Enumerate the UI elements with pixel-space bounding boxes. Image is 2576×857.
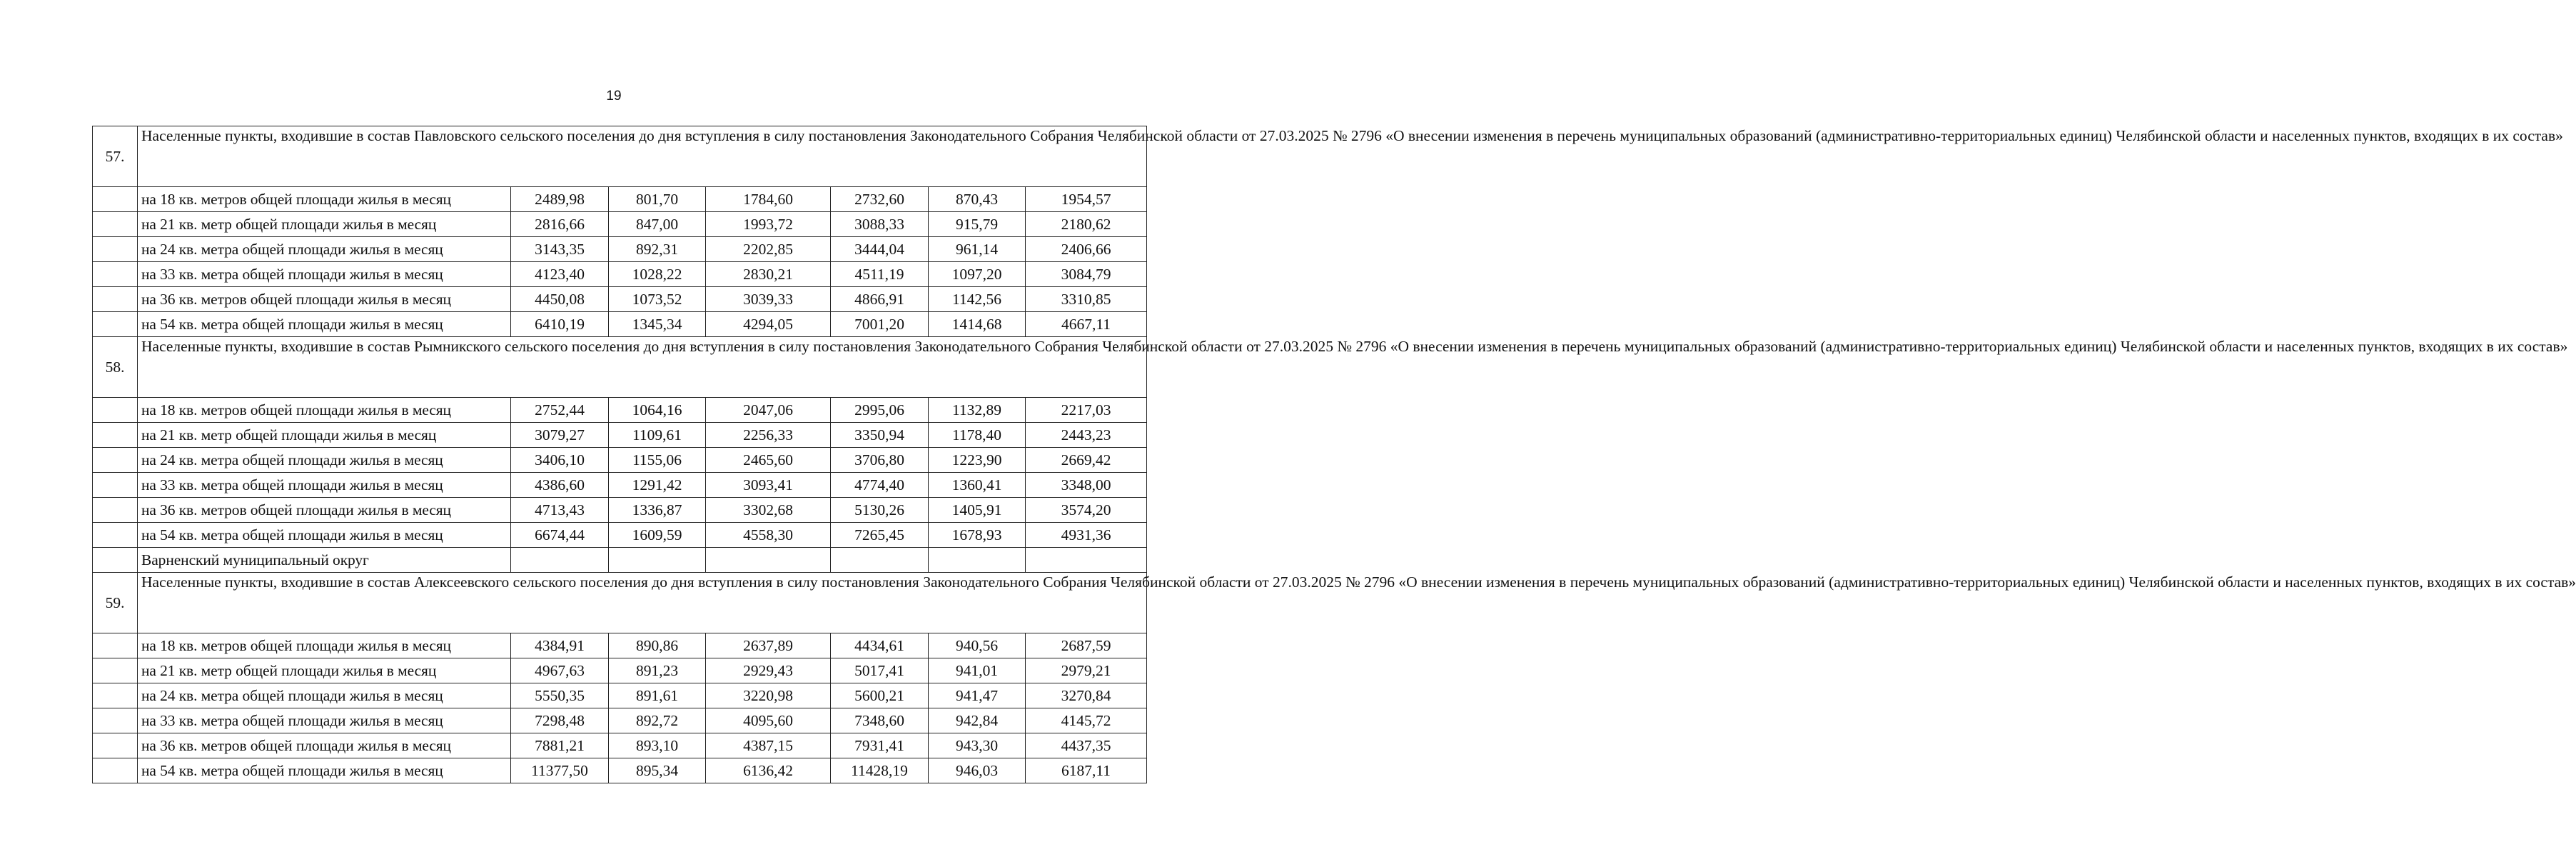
empty-cell	[609, 548, 706, 573]
table-row	[93, 523, 1147, 548]
value-cell: 1360,41	[929, 473, 1026, 498]
empty-cell	[93, 448, 138, 473]
value-cell: 3350,94	[831, 423, 929, 448]
value-cell: 2047,06	[706, 398, 831, 423]
value-cell: 3444,04	[831, 237, 929, 262]
value-cell: 7265,45	[831, 523, 929, 548]
value-cell: 1155,06	[609, 448, 706, 473]
value-cell: 1064,16	[609, 398, 706, 423]
value-cell: 1336,87	[609, 498, 706, 523]
value-cell: 4450,08	[511, 287, 609, 312]
value-cell: 915,79	[929, 212, 1026, 237]
value-cell: 4967,63	[511, 658, 609, 683]
value-cell: 1291,42	[609, 473, 706, 498]
value-cell: 2995,06	[831, 398, 929, 423]
table-row	[93, 212, 1147, 237]
value-cell: 892,72	[609, 708, 706, 733]
table-row	[93, 423, 1147, 448]
section-header-row	[93, 126, 1147, 187]
section-description: Населенные пункты, входившие в состав Алексеевского сельского поселения до дня вступления в силу постановления Законодательного Собрания Челябинской области от 27.03.2025 № 2796 «О внесении изменения в перечень муниципальных образований (административно-территориальных единиц) Челябинской области и населенных пунктов, входящих в их состав»	[138, 573, 1147, 633]
row-label: на 24 кв. метра общей площади жилья в месяц	[138, 448, 511, 473]
empty-cell	[706, 548, 831, 573]
value-cell: 2406,66	[1026, 237, 1147, 262]
table-row	[93, 187, 1147, 212]
table-row	[93, 287, 1147, 312]
row-label: на 54 кв. метра общей площади жилья в месяц	[138, 758, 511, 783]
value-cell: 1097,20	[929, 262, 1026, 287]
value-cell: 7348,60	[831, 708, 929, 733]
value-cell: 3093,41	[706, 473, 831, 498]
value-cell: 942,84	[929, 708, 1026, 733]
value-cell: 946,03	[929, 758, 1026, 783]
value-cell: 3310,85	[1026, 287, 1147, 312]
section-number: 57.	[93, 126, 138, 187]
value-cell: 801,70	[609, 187, 706, 212]
value-cell: 3079,27	[511, 423, 609, 448]
table-row	[93, 473, 1147, 498]
value-cell: 4713,43	[511, 498, 609, 523]
empty-cell	[511, 548, 609, 573]
empty-cell	[93, 733, 138, 758]
value-cell: 1142,56	[929, 287, 1026, 312]
value-cell: 3348,00	[1026, 473, 1147, 498]
value-cell: 1109,61	[609, 423, 706, 448]
value-cell: 4667,11	[1026, 312, 1147, 337]
empty-cell	[93, 758, 138, 783]
value-cell: 2687,59	[1026, 633, 1147, 658]
row-label: на 33 кв. метра общей площади жилья в месяц	[138, 708, 511, 733]
empty-cell	[93, 312, 138, 337]
row-label: на 24 кв. метра общей площади жилья в месяц	[138, 683, 511, 708]
value-cell: 3574,20	[1026, 498, 1147, 523]
empty-cell	[93, 423, 138, 448]
table-row	[93, 733, 1147, 758]
value-cell: 3706,80	[831, 448, 929, 473]
value-cell: 4123,40	[511, 262, 609, 287]
value-cell: 2202,85	[706, 237, 831, 262]
empty-cell	[93, 262, 138, 287]
row-label: на 33 кв. метра общей площади жилья в месяц	[138, 262, 511, 287]
section-header-row	[93, 337, 1147, 398]
value-cell: 11377,50	[511, 758, 609, 783]
empty-cell	[93, 187, 138, 212]
value-cell: 7881,21	[511, 733, 609, 758]
row-label: на 33 кв. метра общей площади жилья в месяц	[138, 473, 511, 498]
row-label: на 36 кв. метров общей площади жилья в месяц	[138, 733, 511, 758]
value-cell: 2669,42	[1026, 448, 1147, 473]
value-cell: 941,47	[929, 683, 1026, 708]
table-row	[93, 262, 1147, 287]
district-heading-row	[93, 548, 1147, 573]
row-label: на 24 кв. метра общей площади жилья в месяц	[138, 237, 511, 262]
row-label: на 54 кв. метра общей площади жилья в месяц	[138, 312, 511, 337]
value-cell: 891,23	[609, 658, 706, 683]
row-label: на 18 кв. метров общей площади жилья в месяц	[138, 633, 511, 658]
value-cell: 940,56	[929, 633, 1026, 658]
row-label: на 18 кв. метров общей площади жилья в месяц	[138, 398, 511, 423]
empty-cell	[93, 398, 138, 423]
value-cell: 2465,60	[706, 448, 831, 473]
value-cell: 1132,89	[929, 398, 1026, 423]
empty-cell	[93, 523, 138, 548]
value-cell: 890,86	[609, 633, 706, 658]
value-cell: 2180,62	[1026, 212, 1147, 237]
empty-cell	[93, 548, 138, 573]
empty-cell	[1026, 548, 1147, 573]
value-cell: 4384,91	[511, 633, 609, 658]
table-row	[93, 708, 1147, 733]
value-cell: 4437,35	[1026, 733, 1147, 758]
table-row	[93, 237, 1147, 262]
value-cell: 4558,30	[706, 523, 831, 548]
row-label: на 36 кв. метров общей площади жилья в месяц	[138, 287, 511, 312]
value-cell: 2752,44	[511, 398, 609, 423]
empty-cell	[93, 708, 138, 733]
value-cell: 895,34	[609, 758, 706, 783]
value-cell: 4095,60	[706, 708, 831, 733]
value-cell: 961,14	[929, 237, 1026, 262]
value-cell: 2489,98	[511, 187, 609, 212]
section-header-row	[93, 573, 1147, 633]
table-row	[93, 448, 1147, 473]
value-cell: 3270,84	[1026, 683, 1147, 708]
value-cell: 7298,48	[511, 708, 609, 733]
value-cell: 6410,19	[511, 312, 609, 337]
value-cell: 4386,60	[511, 473, 609, 498]
section-number: 59.	[93, 573, 138, 633]
value-cell: 2217,03	[1026, 398, 1147, 423]
value-cell: 5550,35	[511, 683, 609, 708]
value-cell: 3143,35	[511, 237, 609, 262]
value-cell: 4931,36	[1026, 523, 1147, 548]
value-cell: 1178,40	[929, 423, 1026, 448]
value-cell: 1073,52	[609, 287, 706, 312]
value-cell: 2443,23	[1026, 423, 1147, 448]
value-cell: 1609,59	[609, 523, 706, 548]
section-number: 58.	[93, 337, 138, 398]
value-cell: 847,00	[609, 212, 706, 237]
value-cell: 2929,43	[706, 658, 831, 683]
value-cell: 2816,66	[511, 212, 609, 237]
value-cell: 3406,10	[511, 448, 609, 473]
value-cell: 2256,33	[706, 423, 831, 448]
tariff-table	[92, 126, 2576, 783]
value-cell: 1345,34	[609, 312, 706, 337]
value-cell: 4434,61	[831, 633, 929, 658]
table-row	[93, 498, 1147, 523]
value-cell: 2979,21	[1026, 658, 1147, 683]
row-label: на 21 кв. метр общей площади жилья в месяц	[138, 658, 511, 683]
table-row	[93, 398, 1147, 423]
value-cell: 3084,79	[1026, 262, 1147, 287]
value-cell: 6187,11	[1026, 758, 1147, 783]
row-label: на 18 кв. метров общей площади жилья в месяц	[138, 187, 511, 212]
section-description: Населенные пункты, входившие в состав Рымникского сельского поселения до дня вступления в силу постановления Законодательного Собрания Челябинской области от 27.03.2025 № 2796 «О внесении изменения в перечень муниципальных образований (административно-территориальных единиц) Челябинской области и населенных пунктов, входящих в их состав»	[138, 337, 1147, 398]
value-cell: 4145,72	[1026, 708, 1147, 733]
empty-cell	[93, 658, 138, 683]
row-label: на 21 кв. метр общей площади жилья в месяц	[138, 423, 511, 448]
value-cell: 4387,15	[706, 733, 831, 758]
value-cell: 892,31	[609, 237, 706, 262]
value-cell: 3088,33	[831, 212, 929, 237]
value-cell: 1678,93	[929, 523, 1026, 548]
empty-cell	[93, 633, 138, 658]
table-row	[93, 633, 1147, 658]
value-cell: 941,01	[929, 658, 1026, 683]
table-row	[93, 312, 1147, 337]
value-cell: 891,61	[609, 683, 706, 708]
empty-cell	[93, 473, 138, 498]
value-cell: 4866,91	[831, 287, 929, 312]
page-number: 19	[606, 89, 622, 104]
value-cell: 2830,21	[706, 262, 831, 287]
row-label: на 36 кв. метров общей площади жилья в месяц	[138, 498, 511, 523]
value-cell: 943,30	[929, 733, 1026, 758]
value-cell: 7001,20	[831, 312, 929, 337]
district-heading: Варненский муниципальный округ	[138, 548, 511, 573]
empty-cell	[93, 212, 138, 237]
value-cell: 5600,21	[831, 683, 929, 708]
empty-cell	[831, 548, 929, 573]
value-cell: 6136,42	[706, 758, 831, 783]
value-cell: 5017,41	[831, 658, 929, 683]
value-cell: 1414,68	[929, 312, 1026, 337]
value-cell: 1993,72	[706, 212, 831, 237]
value-cell: 4294,05	[706, 312, 831, 337]
value-cell: 3302,68	[706, 498, 831, 523]
value-cell: 3220,98	[706, 683, 831, 708]
table-row	[93, 758, 1147, 783]
value-cell: 893,10	[609, 733, 706, 758]
row-label: на 21 кв. метр общей площади жилья в месяц	[138, 212, 511, 237]
empty-cell	[93, 287, 138, 312]
value-cell: 2637,89	[706, 633, 831, 658]
empty-cell	[93, 237, 138, 262]
value-cell: 1223,90	[929, 448, 1026, 473]
table-row	[93, 658, 1147, 683]
value-cell: 11428,19	[831, 758, 929, 783]
value-cell: 5130,26	[831, 498, 929, 523]
value-cell: 3039,33	[706, 287, 831, 312]
value-cell: 7931,41	[831, 733, 929, 758]
value-cell: 6674,44	[511, 523, 609, 548]
value-cell: 870,43	[929, 187, 1026, 212]
empty-cell	[929, 548, 1026, 573]
section-description: Населенные пункты, входившие в состав Павловского сельского поселения до дня вступления в силу постановления Законодательного Собрания Челябинской области от 27.03.2025 № 2796 «О внесении изменения в перечень муниципальных образований (административно-территориальных единиц) Челябинской области и населенных пунктов, входящих в их состав»	[138, 126, 1147, 187]
value-cell: 1028,22	[609, 262, 706, 287]
value-cell: 4511,19	[831, 262, 929, 287]
value-cell: 1405,91	[929, 498, 1026, 523]
table-row	[93, 683, 1147, 708]
empty-cell	[93, 683, 138, 708]
row-label: на 54 кв. метра общей площади жилья в месяц	[138, 523, 511, 548]
value-cell: 1954,57	[1026, 187, 1147, 212]
value-cell: 1784,60	[706, 187, 831, 212]
value-cell: 2732,60	[831, 187, 929, 212]
empty-cell	[93, 498, 138, 523]
value-cell: 4774,40	[831, 473, 929, 498]
